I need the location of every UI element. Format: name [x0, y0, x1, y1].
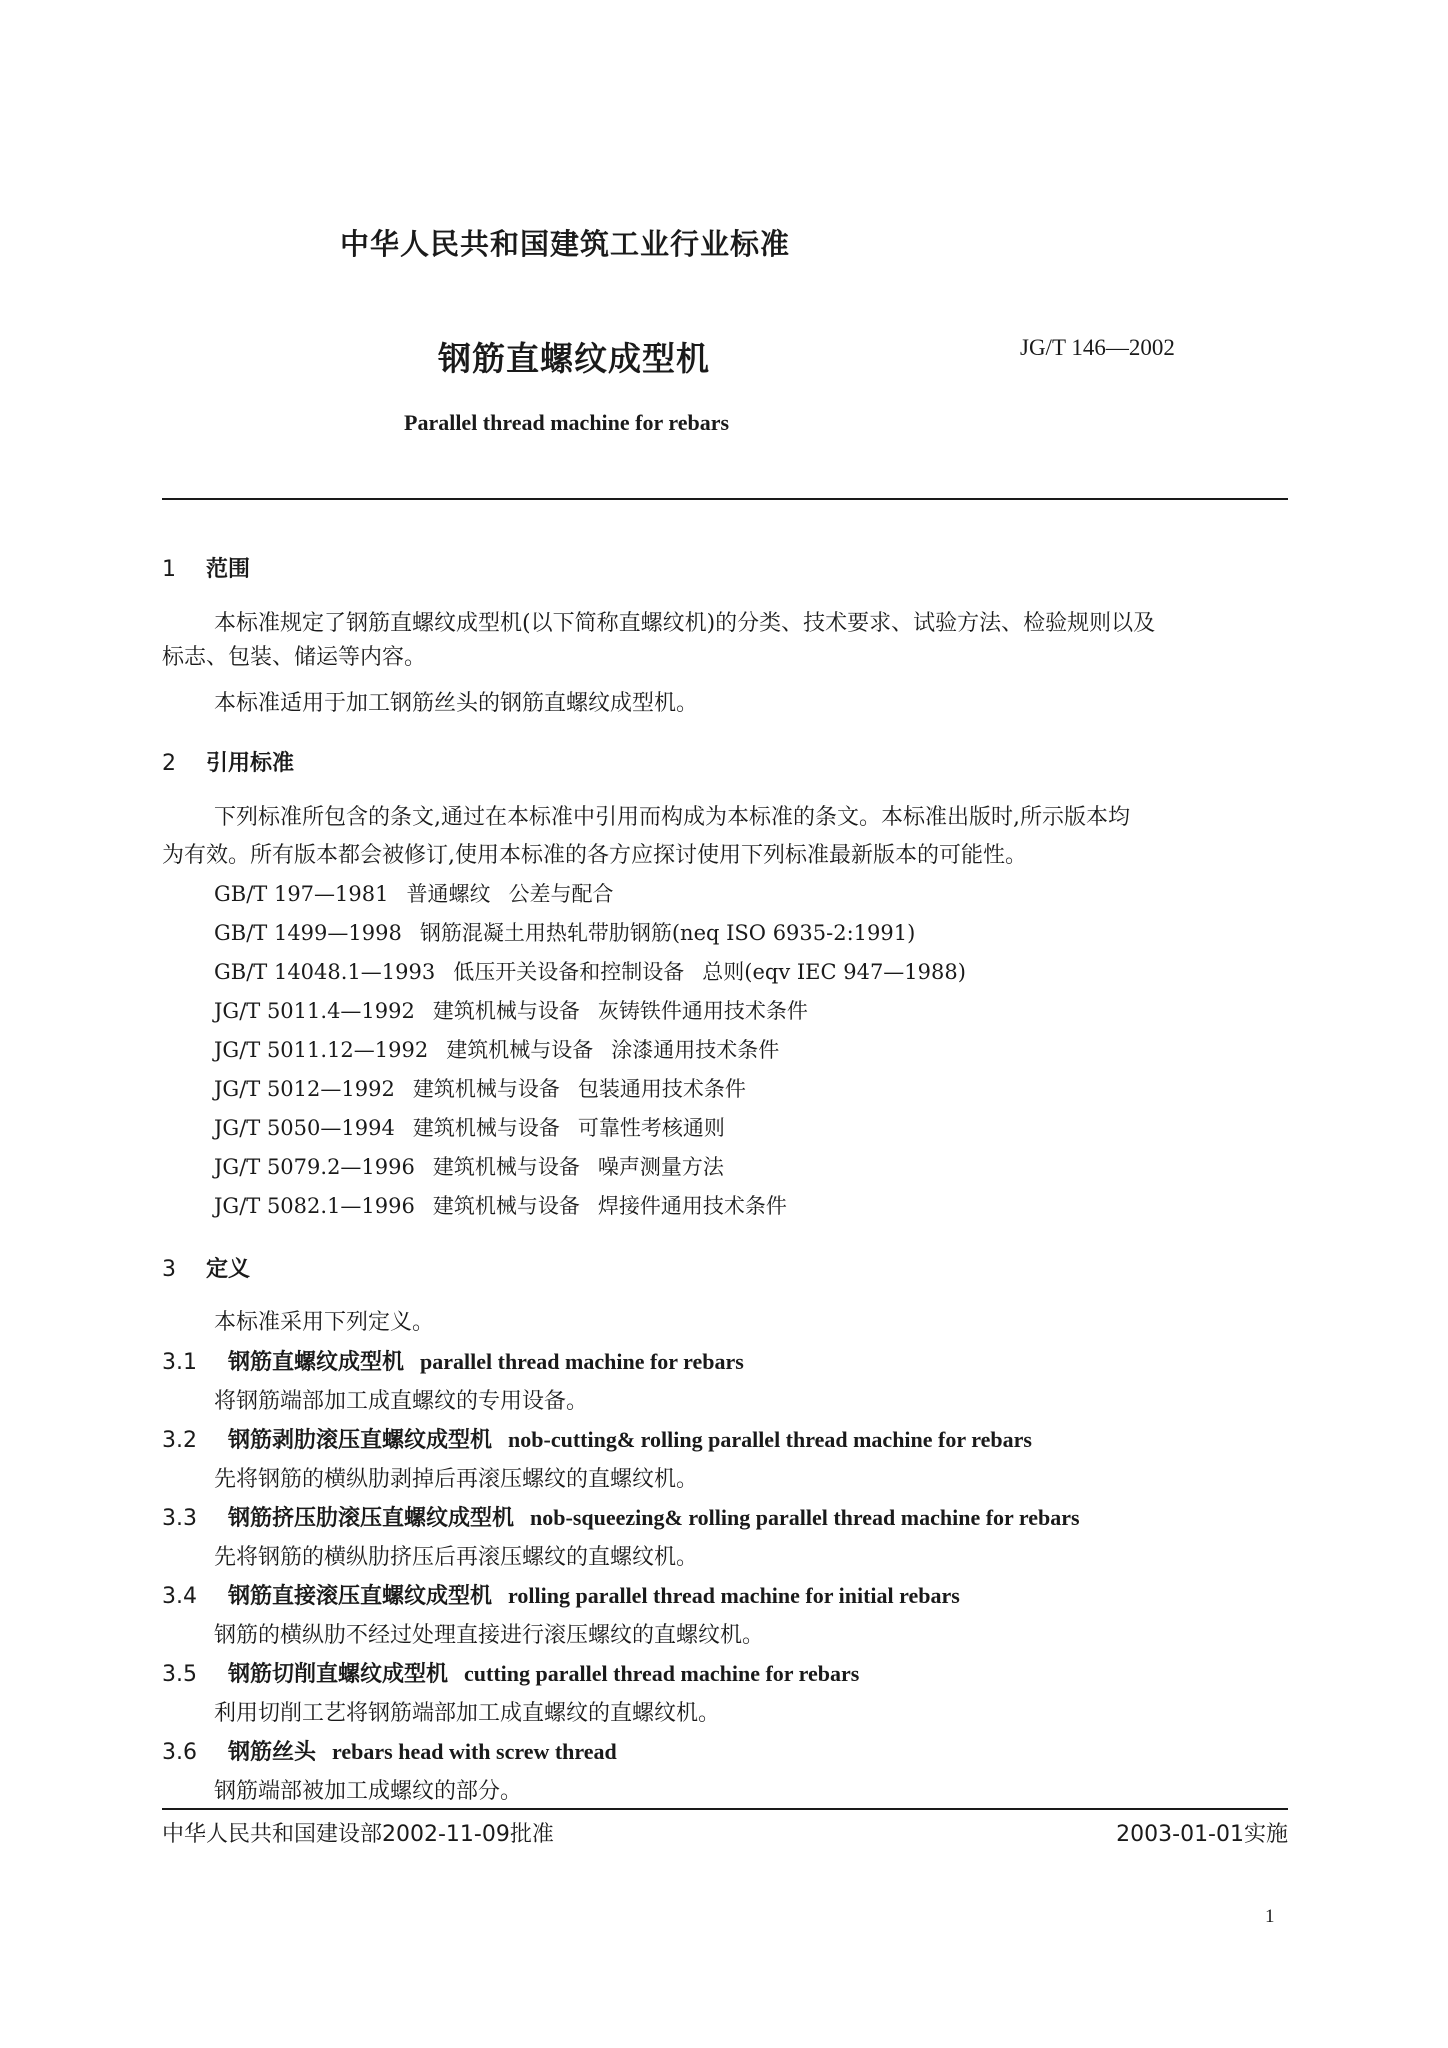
section-2-heading — [162, 746, 294, 777]
reference-subtitle: 噪声测量方法 — [597, 1155, 724, 1179]
reference-item — [214, 995, 808, 1025]
definition-text: 先将钢筋的横纵肋挤压后再滚压螺纹的直螺纹机。 — [214, 1545, 699, 1570]
section-number: 1 — [162, 557, 176, 582]
standard-code: JG/T 146—2002 — [1020, 335, 1175, 360]
definition-number: 3.3 — [162, 1506, 197, 1531]
definition-term-zh: 钢筋挤压肋滚压直螺纹成型机 — [228, 1506, 515, 1531]
reference-title: 钢筋混凝土用热轧带肋钢筋(neq ISO 6935-2:1991) — [419, 921, 916, 945]
reference-title: 建筑机械与设备 — [432, 1194, 580, 1218]
section-3-intro: 本标准采用下列定义。 — [214, 1310, 435, 1335]
reference-code: GB/T 197—1981 — [214, 882, 389, 906]
reference-title: 建筑机械与设备 — [432, 1155, 580, 1179]
definition-term-en: parallel thread machine for rebars — [420, 1349, 744, 1374]
reference-code: JG/T 5079.2—1996 — [214, 1155, 415, 1179]
effective-date: 2003-01-01实施 — [1116, 1822, 1288, 1847]
reference-item — [214, 917, 933, 947]
definition-text: 将钢筋端部加工成直螺纹的专用设备。 — [214, 1389, 589, 1414]
section-1-para-2: 本标准适用于加工钢筋丝头的钢筋直螺纹成型机。 — [214, 691, 699, 716]
reference-code: JG/T 5082.1—1996 — [214, 1194, 415, 1218]
definition-number: 3.4 — [162, 1584, 197, 1609]
definition-number: 3.1 — [162, 1350, 197, 1375]
section-title: 引用标准 — [206, 751, 295, 776]
reference-item — [214, 1073, 746, 1103]
reference-title: 普通螺纹 — [406, 882, 491, 906]
section-title: 定义 — [206, 1257, 251, 1282]
reference-code: GB/T 1499—1998 — [214, 921, 402, 945]
reference-code: GB/T 14048.1—1993 — [214, 960, 436, 984]
definition-text: 钢筋的横纵肋不经过处理直接进行滚压螺纹的直螺纹机。 — [214, 1623, 765, 1648]
reference-code: JG/T 5011.4—1992 — [214, 999, 415, 1023]
definition-term-zh: 钢筋直接滚压直螺纹成型机 — [228, 1584, 493, 1609]
reference-subtitle: 总则(eqv IEC 947—1988) — [702, 960, 966, 984]
definition-number: 3.6 — [162, 1740, 197, 1765]
section-2-para-line-2: 为有效。所有版本都会被修订,使用本标准的各方应探讨使用下列标准最新版本的可能性。 — [162, 843, 1027, 868]
reference-title: 建筑机械与设备 — [432, 999, 580, 1023]
definition-term-zh: 钢筋丝头 — [228, 1740, 317, 1765]
reference-subtitle: 可靠性考核通则 — [577, 1116, 725, 1140]
definition-number: 3.2 — [162, 1428, 197, 1453]
approval-line: 中华人民共和国建设部2002-11-09批准 — [162, 1822, 554, 1847]
section-3-heading — [162, 1252, 250, 1283]
definition-heading — [162, 1735, 617, 1766]
reference-item — [214, 1190, 787, 1220]
reference-title: 建筑机械与设备 — [446, 1038, 594, 1062]
reference-title: 建筑机械与设备 — [412, 1077, 560, 1101]
reference-title: 低压开关设备和控制设备 — [453, 960, 685, 984]
definition-text: 钢筋端部被加工成螺纹的部分。 — [214, 1779, 523, 1804]
section-number: 2 — [162, 751, 176, 776]
reference-subtitle: 灰铸铁件通用技术条件 — [597, 999, 808, 1023]
definition-heading — [162, 1423, 1032, 1454]
footer-divider — [162, 1808, 1288, 1810]
reference-code: JG/T 5011.12—1992 — [214, 1038, 429, 1062]
definition-number: 3.5 — [162, 1662, 197, 1687]
reference-code: JG/T 5050—1994 — [214, 1116, 395, 1140]
definition-term-zh: 钢筋切削直螺纹成型机 — [228, 1662, 449, 1687]
reference-item — [214, 1151, 724, 1181]
page-number: 1 — [1265, 1906, 1275, 1927]
reference-subtitle: 焊接件通用技术条件 — [597, 1194, 787, 1218]
reference-item — [214, 878, 614, 908]
reference-item — [214, 1034, 779, 1064]
definition-term-en: rolling parallel thread machine for initial rebars — [508, 1583, 960, 1608]
reference-code: JG/T 5012—1992 — [214, 1077, 395, 1101]
title-divider — [162, 498, 1288, 500]
definition-heading — [162, 1501, 1080, 1532]
document-header: 中华人民共和国建筑工业行业标准 — [340, 227, 791, 261]
english-title: Parallel thread machine for rebars — [404, 410, 730, 435]
reference-subtitle: 公差与配合 — [508, 882, 614, 906]
reference-subtitle: 涂漆通用技术条件 — [611, 1038, 780, 1062]
reference-item — [214, 956, 966, 986]
definition-term-en: cutting parallel thread machine for rebars — [464, 1661, 860, 1686]
reference-title: 建筑机械与设备 — [412, 1116, 560, 1140]
reference-subtitle: 包装通用技术条件 — [577, 1077, 746, 1101]
reference-item — [214, 1112, 725, 1142]
definition-heading — [162, 1345, 744, 1376]
definition-term-en: nob-squeezing& rolling parallel thread machine for rebars — [530, 1505, 1080, 1530]
definition-heading — [162, 1579, 960, 1610]
definition-text: 先将钢筋的横纵肋剥掉后再滚压螺纹的直螺纹机。 — [214, 1467, 699, 1492]
section-number: 3 — [162, 1257, 176, 1282]
definition-heading — [162, 1657, 859, 1688]
section-2-para-line-1: 下列标准所包含的条文,通过在本标准中引用而构成为本标准的条文。本标准出版时,所示版本均 — [214, 805, 1130, 830]
definition-text: 利用切削工艺将钢筋端部加工成直螺纹的直螺纹机。 — [214, 1701, 721, 1726]
definition-term-zh: 钢筋直螺纹成型机 — [228, 1350, 405, 1375]
definition-term-en: rebars head with screw thread — [332, 1739, 617, 1764]
definition-term-zh: 钢筋剥肋滚压直螺纹成型机 — [228, 1428, 493, 1453]
document-title: 钢筋直螺纹成型机 — [438, 339, 710, 378]
section-1-para-1-line-2: 标志、包装、储运等内容。 — [162, 645, 427, 670]
section-title: 范围 — [206, 557, 251, 582]
section-1-para-1-line-1: 本标准规定了钢筋直螺纹成型机(以下简称直螺纹机)的分类、技术要求、试验方法、检验规则以及 — [214, 611, 1156, 636]
section-1-heading — [162, 552, 250, 583]
definition-term-en: nob-cutting& rolling parallel thread machine for rebars — [508, 1427, 1032, 1452]
